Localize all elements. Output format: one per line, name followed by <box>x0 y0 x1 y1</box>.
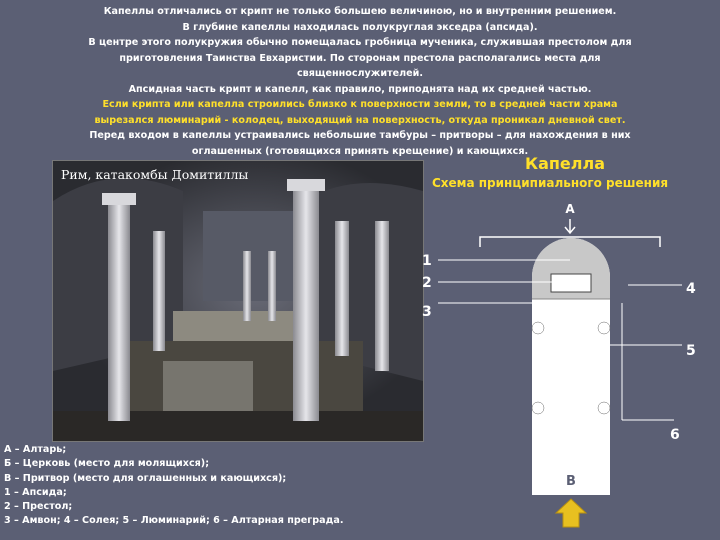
label-5: 5 <box>686 343 696 359</box>
photo-caption: Рим, катакомбы Домитиллы <box>61 167 249 182</box>
intro-line: В глубине капеллы находилась полукруглая экседра (апсида). <box>182 21 538 33</box>
diagram-subtitle: Схема принципиального решения <box>432 176 669 190</box>
label-a: А <box>565 202 575 216</box>
diagram-title: Капелла <box>525 154 606 173</box>
label-4: 4 <box>686 281 696 297</box>
label-6: 6 <box>670 427 680 443</box>
intro-line: оглашенных (готовящихся принять крещение) и кающихся. <box>191 145 529 157</box>
legend-item: 3 – Амвон; 4 – Солея; 5 – Люминарий; 6 – Алтарная преграда. <box>4 515 344 527</box>
intro-line: Капеллы отличались от крипт не только большею величиною, но и внутренним решением. <box>103 6 617 17</box>
intro-line-highlight: Если крипта или капелла строились близко к поверхности земли, то в средней части храма <box>102 99 618 110</box>
legend-item: В – Притвор (место для оглашенных и кающихся); <box>4 472 287 484</box>
intro-text <box>6 4 714 159</box>
legend-item: А – Алтарь; <box>4 444 67 455</box>
altar-table <box>551 274 591 292</box>
column-marker <box>532 322 544 334</box>
label-1: 1 <box>422 253 432 269</box>
column-marker <box>598 322 610 334</box>
label-v: В <box>566 474 576 489</box>
column-marker <box>532 402 544 414</box>
intro-line: Перед входом в капеллы устраивались небольшие тамбуры – притворы – для нахождения в них <box>89 130 631 141</box>
intro-line: приготовления Таинства Евхаристии. По сторонам престола располагались места для <box>119 52 601 64</box>
diagram-legend <box>4 443 343 529</box>
entrance-arrow-icon <box>556 499 586 527</box>
label-b: Б <box>566 389 576 404</box>
column-marker <box>598 402 610 414</box>
intro-line-highlight: вырезался люминарий - колодец, выходящий на поверхность, откуда проникал дневной свет. <box>94 114 626 126</box>
catacomb-photo <box>52 160 424 442</box>
label-2: 2 <box>422 275 432 291</box>
intro-line: священнослужителей. <box>296 68 424 79</box>
intro-line: Апсидная часть крипт и капелл, как правило, приподнята над их средней частью. <box>128 83 592 95</box>
label-3: 3 <box>422 304 432 320</box>
altar-arrow <box>565 219 575 233</box>
legend-item: Б – Церковь (место для молящихся); <box>4 458 210 470</box>
chapel-plan-diagram <box>420 195 716 540</box>
catacomb-illustration <box>53 161 423 441</box>
intro-line: В центре этого полукружия обычно помещалась гробница мученика, служившая престолом для <box>88 37 632 48</box>
legend-item: 1 – Апсида; <box>4 486 67 498</box>
legend-item: 2 – Престол; <box>4 501 73 513</box>
